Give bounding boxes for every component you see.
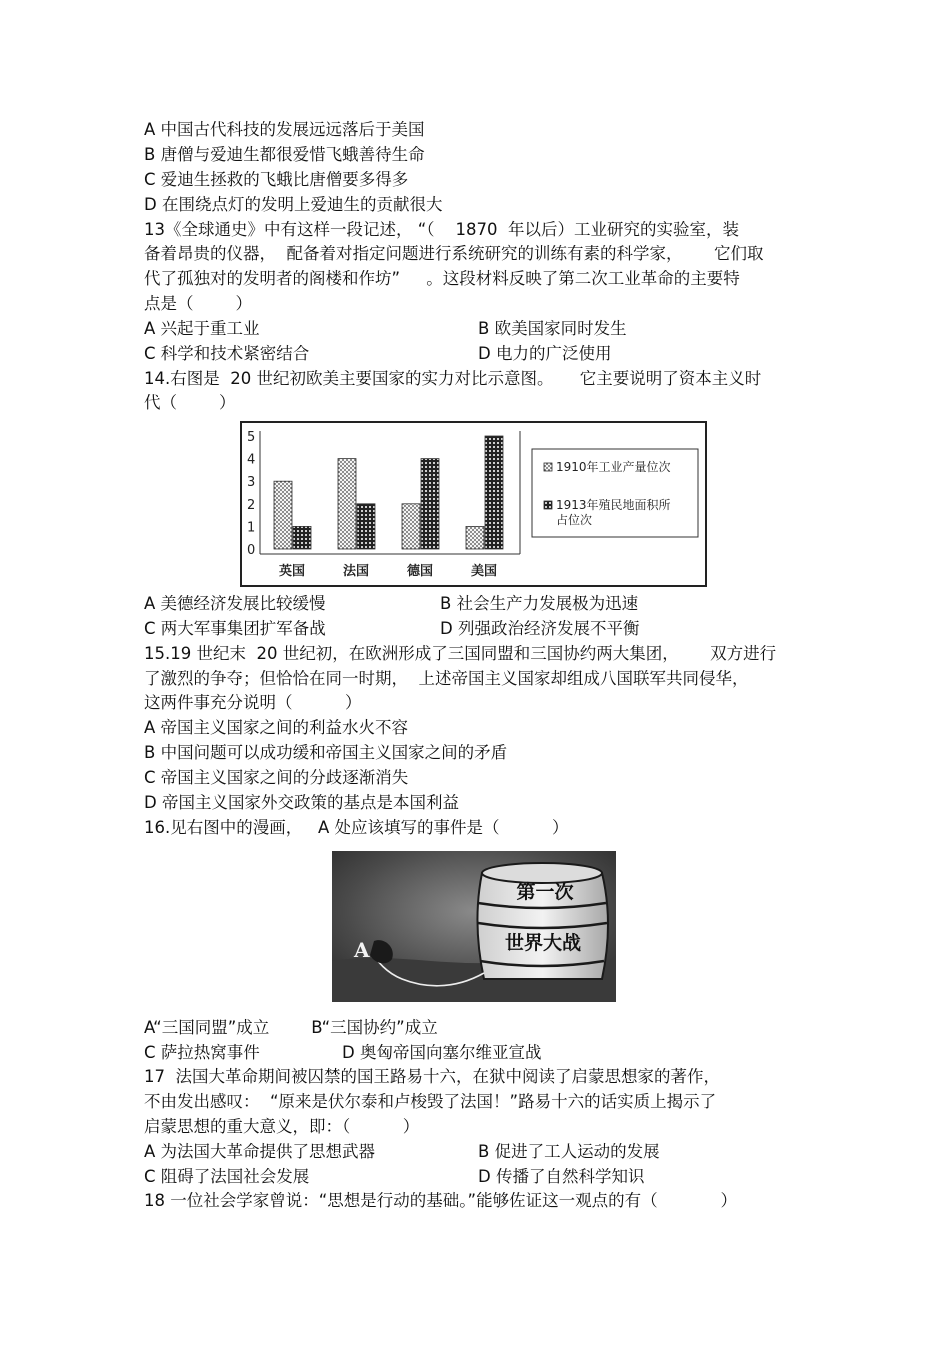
y-tick-label: 1 <box>247 520 256 536</box>
cartoon-label-top: 第一次 <box>516 881 574 903</box>
y-tick-label: 0 <box>247 543 256 558</box>
y-tick-label: 2 <box>247 497 256 513</box>
q13-option-b: B 欧美国家同时发生 <box>478 319 627 338</box>
x-category-label: 法国 <box>342 564 370 579</box>
q14-stem-line1: 14.右图是 20 世纪初欧美主要国家的实力对比示意图。 它主要说明了资本主义时 <box>144 369 762 388</box>
wwi-powder-keg-cartoon <box>332 851 616 1002</box>
q17-option-d: D 传播了自然科学知识 <box>478 1167 645 1186</box>
bar-colonial <box>293 526 311 549</box>
q14-option-c: C 两大军事集团扩军备战 <box>144 619 326 638</box>
bar-colonial <box>421 459 439 549</box>
q12-option-b: B 唐僧与爱迪生都很爱惜飞蛾善待生命 <box>144 145 425 164</box>
q16-stem-line1: 16.见右图中的漫画， A 处应该填写的事件是（ ） <box>144 818 569 837</box>
power-comparison-chart <box>240 421 707 587</box>
q13-option-c: C 科学和技术紧密结合 <box>144 344 310 363</box>
bar-colonial <box>485 436 503 549</box>
q12-option-a: A 中国古代科技的发展远远落后于美国 <box>144 120 425 139</box>
cartoon-label-bottom: 世界大战 <box>504 932 582 954</box>
bar-industrial <box>402 504 420 549</box>
q17-option-a: A 为法国大革命提供了思想武器 <box>144 1142 376 1161</box>
q15-option-d: D 帝国主义国家外交政策的基点是本国利益 <box>144 793 459 812</box>
cartoon-marker-a: A <box>354 938 370 962</box>
x-category-label: 美国 <box>470 564 498 579</box>
x-category-label: 英国 <box>278 564 306 579</box>
q15-option-c: C 帝国主义国家之间的分歧逐渐消失 <box>144 768 409 787</box>
q14-option-a: A 美德经济发展比较缓慢 <box>144 594 326 613</box>
q14-option-b: B 社会生产力发展极为迅速 <box>440 594 639 613</box>
legend-label-colonial-line1: 1913年殖民地面积所 <box>556 498 671 512</box>
legend-label-colonial-line2: 占位次 <box>556 513 593 527</box>
q16-option-c: C 萨拉热窝事件 <box>144 1043 260 1062</box>
q17-option-c: C 阻碍了法国社会发展 <box>144 1167 310 1186</box>
barrel-top <box>482 863 602 883</box>
y-tick-label: 5 <box>247 430 256 445</box>
bar-industrial <box>274 481 292 549</box>
bar-industrial <box>466 526 484 549</box>
q13-stem-line4: 点是（ ） <box>144 294 252 313</box>
q15-stem-line2: 了激烈的争夺；但恰恰在同一时期， 上述帝国主义国家却组成八国联军共同侵华， <box>144 669 749 688</box>
q15-option-b: B 中国问题可以成功缓和帝国主义国家之间的矛盾 <box>144 743 508 762</box>
y-tick-label: 3 <box>247 475 256 491</box>
q17-option-b: B 促进了工人运动的发展 <box>478 1142 660 1161</box>
q13-option-a: A 兴起于重工业 <box>144 319 260 338</box>
q13-stem-line2: 备着昂贵的仪器， 配备着对指定问题进行系统研究的训练有素的科学家， 它们取 <box>144 244 764 263</box>
q15-stem-line3: 这两件事充分说明（ ） <box>144 693 362 712</box>
q12-option-d: D 在围绕点灯的发明上爱迪生的贡献很大 <box>144 195 443 214</box>
legend-swatch-colonial <box>544 501 552 509</box>
x-category-label: 德国 <box>406 564 434 579</box>
q17-stem-line2: 不由发出感叹： “原来是伏尔泰和卢梭毁了法国！”路易十六的话实质上揭示了 <box>144 1092 717 1111</box>
legend-label-industrial: 1910年工业产量位次 <box>556 460 671 474</box>
q17-stem-line3: 启蒙思想的重大意义，即：（ ） <box>144 1117 420 1136</box>
y-tick-label: 4 <box>247 452 256 468</box>
q13-stem-line3: 代了孤独对的发明者的阁楼和作坊” 。这段材料反映了第二次工业革命的主要特 <box>144 269 740 288</box>
q12-option-c: C 爱迪生拯救的飞蛾比唐僧要多得多 <box>144 170 409 189</box>
q16-options-ab: A“三国同盟”成立 B“三国协约”成立 <box>144 1018 438 1037</box>
q15-stem-line1: 15.19 世纪末 20 世纪初，在欧洲形成了三国同盟和三国协约两大集团， 双方进行 <box>144 644 777 663</box>
q13-stem-line1: 13《全球通史》中有这样一段记述， “（ 1870 年以后）工业研究的实验室，装 <box>144 220 739 239</box>
q17-stem-line1: 17 法国大革命期间被囚禁的国王路易十六，在狱中阅读了启蒙思想家的著作， <box>144 1067 720 1086</box>
q16-option-d: D 奥匈帝国向塞尔维亚宣战 <box>342 1043 542 1062</box>
legend-swatch-industrial <box>544 463 552 471</box>
q13-option-d: D 电力的广泛使用 <box>478 344 612 363</box>
q14-stem-line2: 代（ ） <box>144 393 236 412</box>
bar-industrial <box>338 459 356 549</box>
bar-colonial <box>357 504 375 549</box>
q14-option-d: D 列强政治经济发展不平衡 <box>440 619 640 638</box>
q15-option-a: A 帝国主义国家之间的利益水火不容 <box>144 718 409 737</box>
q18-stem-line1: 18 一位社会学家曾说：“思想是行动的基础。”能够佐证这一观点的有（ ） <box>144 1191 738 1210</box>
